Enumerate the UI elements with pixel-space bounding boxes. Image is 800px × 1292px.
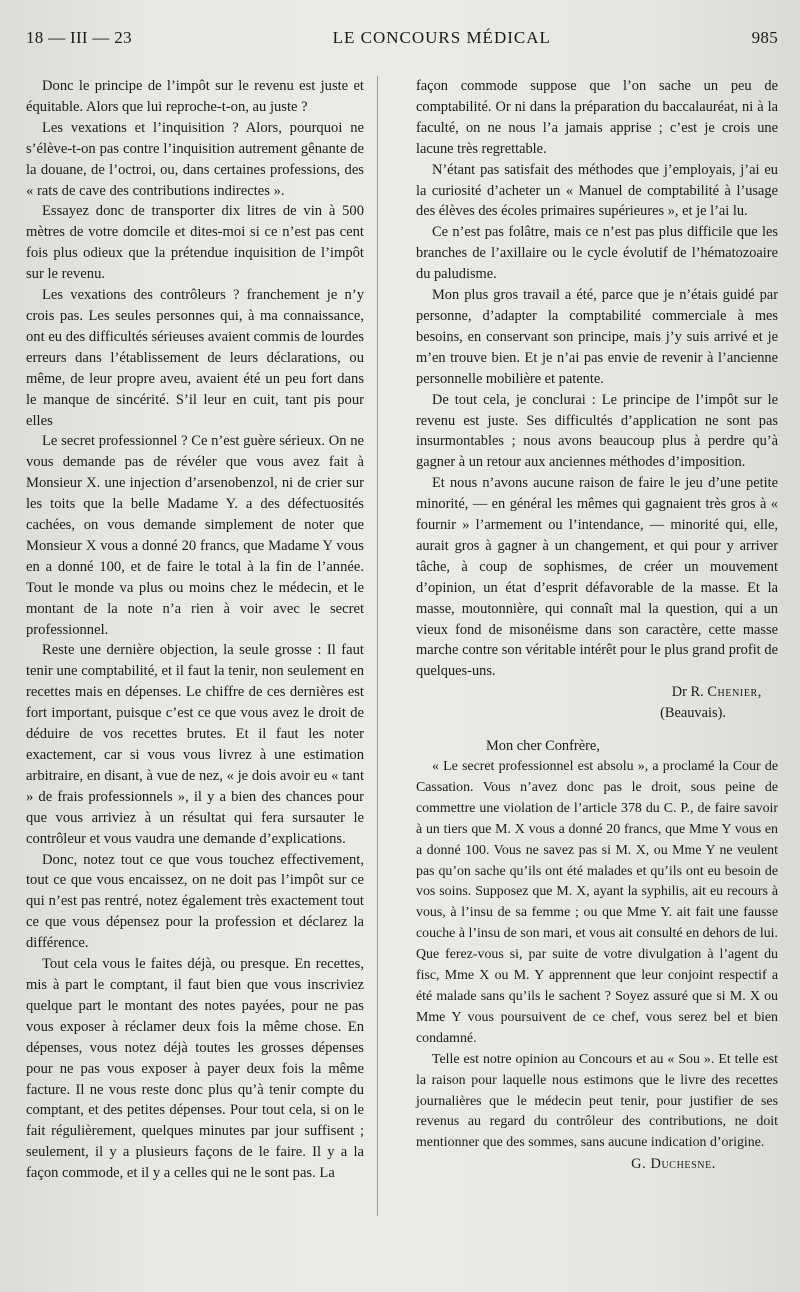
author-name: Chenier,	[707, 684, 762, 701]
page-header	[26, 28, 778, 58]
author-signature	[416, 682, 778, 703]
left-column	[26, 76, 364, 1184]
paragraph: Reste une dernière objection, la seule grosse : Il faut tenir une comptabilité, et il faut la tenir, non seulement en recettes mais en dépenses. Le chiffre de ces dernières est fort important, puisque c’est ce que vous avez le droit de déduire de vos recettes brutes. Et il faut les noter exactement, car si vous vous livrez à une estimation arbitraire, en disant, à vue de nez, « je dois avoir eu « tant » de frais professionnels », il y a bien des chances pour que vous arriviez à un résultat qui fera sursauter le contrôleur et vous vaudra une demande d’explications.	[26, 642, 364, 847]
article-columns	[26, 76, 778, 1184]
paragraph: Les vexations des contrôleurs ? franchement je n’y crois pas. Les seules personnes qui, à ma connaissance, ont eu des difficultés sérieuses avaient commis de lourdes erreurs dans l’établissement de leurs déclarations, ou même, de leur propre aveu, avaient été un peu fort dans le manque de sincérité. S’il leur en cuit, tant pis pour elles	[26, 287, 364, 429]
editor-name: G. Duchesne.	[631, 1156, 716, 1173]
issue-date: 18 — III — 23	[26, 28, 132, 47]
right-column	[416, 76, 778, 1184]
column-divider	[377, 76, 378, 1216]
paragraph: Donc, notez tout ce que vous touchez effectivement, tout ce que vous encaissez, on ne doit pas l’impôt sur ce qui n’est pas rentré, notez également très exactement tout ce que vous dépensez pour la profession et déclarez la différence.	[26, 851, 364, 952]
paragraph: Tout cela vous le faites déjà, ou presque. En recettes, mis à part le comptant, il faut bien que vous inscriviez quelque part le montant des notes payées, pour ne pas vous exposer à réclamer deux fois la même chose. En dépenses, vous notez déjà toutes les grosses dépenses pour ne pas vous exposer à payer deux fois la même facture. Il ne vous reste donc plus qu’à tenir compte du comptant, et des petites dépenses. Pour tout cela, si on le fait régulièrement, quelques minutes par jour suffisent ; seulement, il y a plusieurs façons de le faire. Il y a la façon commode, et il y a celles qui ne le sont pas. La	[26, 956, 364, 1182]
journal-title: LE CONCOURS MÉDICAL	[332, 28, 551, 47]
letter-paragraph: Telle est notre opinion au Concours et au « Sou ». Et telle est la raison pour laquelle nous estimons que le livre des recettes journalières que le médecin peut tenir, pour justifier de ses revenus au regard du contrôleur des contributions, ne doit mentionner que des sommes, sans aucune indication d’origine.	[416, 1051, 778, 1151]
paragraph: De tout cela, je conclurai : Le principe de l’impôt sur le revenu est juste. Ses difficultés d’application ne sont pas insurmontables ; nous avons beaucoup plus à perdre qu’à gagner à un retour aux anciennes méthodes d’imposition.	[416, 391, 778, 471]
paragraph: Mon plus gros travail a été, parce que je n’étais guidé par personne, d’adapter la comptabilité commerciale à mes besoins, en conservant son principe, mais j’y suis arrivé et je m’en trouve bien. Et je n’ai pas envie de revenir à l’ancienne personnelle mobilière et patente.	[416, 287, 778, 387]
paragraph: Essayez donc de transporter dix litres de vin à 500 mètres de votre domcile et dites-moi si ce n’est pas cent fois plus odieux que la prétendue inquisition de l’impôt sur le revenu.	[26, 203, 364, 283]
letter-greeting: Mon cher Confrère,	[486, 738, 600, 755]
paragraph: Et nous n’avons aucune raison de faire le jeu d’une petite minorité, — en général les mêmes qui gagnaient très gros à « fournir » l’armement ou l’intendance, — minorité qui, elle, aurait gros à gagner à un changement, et qui pour y arriver tâche, à coup de sophismes, de créer un mouvement d’opinion, un état d’esprit défavorable de la masse. Et la masse, moutonnière, qui connaît mal la question, qui a un vieux fond de misonéisme dans son caractère, cette masse marche contre son véritable intérêt pour le plus grand profit de quelques-uns.	[416, 475, 778, 680]
paragraph: Donc le principe de l’impôt sur le revenu est juste et équitable. Alors que lui reproche-t-on, au juste ?	[26, 78, 364, 115]
letter-paragraph: « Le secret professionnel est absolu », a proclamé la Cour de Cassation. Vous n’avez donc pas le droit, sous peine de commettre une violation de l’article 378 du C. P., de faire savoir à un tiers que M. X vous a donné 20 francs, que Mme Y vous en a donné 100. Vous ne savez pas si M. X, ou Mme Y ne veulent pas qu’on sache qu’ils ont été malades et qu’ils ont eu besoin de vos soins. Supposez que M. X, ayant la syphilis, ait eu recours à vous, à l’insu de sa femme ; ou que Mme Y. ait fait une fausse couche à l’insu de son mari, et vous ait consulté en dehors de lui. Que ferez-vous si, par suite de votre divulgation à l’agent du fisc, Mme X ou M. Y apprennent que leur conjoint respectif a été malade sans qu’ils le sachent ? Soyez assuré que si M. X ou Mme Y vous poursuivent de ce chef, vous serez bel et bien condamné.	[416, 759, 778, 1046]
paragraph: N’étant pas satisfait des méthodes que j’employais, j’ai eu la curiosité d’acheter un « Manuel de comptabilité à l’usage des élèves des écoles primaires supérieures », et je l’ai lu.	[416, 161, 778, 220]
paragraph: façon commode suppose que l’on sache un peu de comptabilité. Or ni dans la préparation du baccalauréat, ni à la faculté, on ne nous l’a jamais apprise ; c’est je crois une lacune très regrettable.	[416, 78, 778, 157]
paragraph: Ce n’est pas folâtre, mais ce n’est pas plus difficile que les branches de l’axillaire ou le cycle évolutif de l’hématozoaire du paludisme.	[416, 224, 778, 283]
paragraph: Le secret professionnel ? Ce n’est guère sérieux. On ne vous demande pas de révéler que vous avez fait à Monsieur X. une injection d’arsenobenzol, ni de crier sur les toits que la belle Madame Y. a des défectuosités cachées, on vous demande simplement de noter que Monsieur X vous a donné 20 francs, que Madame Y vous en a donné 100, et de faire le total à la fin de l’année. Tout le monde va plus ou moins chez le médecin, et le montant de la note n’a rien à voir avec le secret professionnel.	[26, 433, 364, 638]
page-number: 985	[751, 28, 778, 47]
editor-signature	[416, 1154, 778, 1175]
paragraph: Les vexations et l’inquisition ? Alors, pourquoi ne s’élève-t-on pas contre l’inquisition autrement gênante de la douane, de l’octroi, ou, dans certaines professions, des « rats de cave des contributions indirectes ».	[26, 119, 364, 199]
author-city: (Beauvais).	[660, 705, 726, 722]
author-title: Dr R.	[671, 684, 708, 701]
